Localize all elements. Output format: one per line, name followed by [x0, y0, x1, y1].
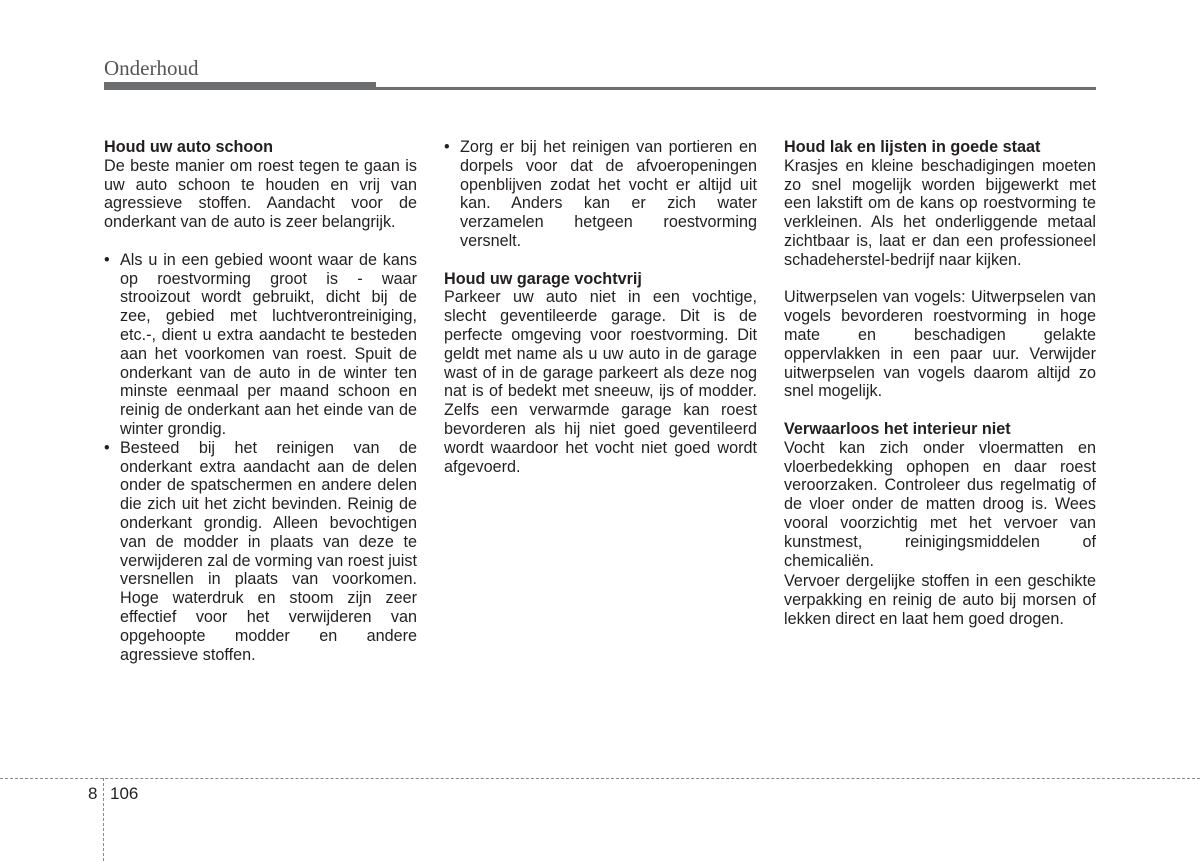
bullet-list-col2	[444, 138, 757, 251]
page-section-title: Onderhoud	[104, 56, 199, 80]
heading-houd-lak-en-lijsten: Houd lak en lijsten in goede staat	[784, 138, 1041, 156]
list-item	[104, 439, 417, 665]
paint-paragraph: Krasjes en kleine beschadigingen moeten zo snel mogelijk worden bijgewerkt met een lakstift om de kans op roestvorming te verkleinen. Als het onderliggende metaal zichtbaar is, laat er dan een professioneel schadeherstel-bedrijf naar kijken.	[784, 156, 1096, 269]
list-item-text: Zorg er bij het reinigen van portieren en dorpels voor dat de afvoeropeningen openblijven zodat het vocht er altijd uit kan. Anders kan er zich water verzamelen hetgeen roestvorming versnelt.	[460, 138, 757, 250]
list-item	[444, 138, 757, 251]
header-rule-thin	[376, 87, 1096, 90]
interior-paragraph: Vocht kan zich onder vloermatten en vloerbedekking ophopen en daar roest veroorzaken. Controleer dus regelmatig of de vloer onder de matten droog is. Wees vooral voorzichtig met het vervoer van kunstmest, reinigingsmiddelen of chemicaliën.	[784, 438, 1096, 570]
header-rule-thick	[104, 82, 376, 90]
heading-verwaarloos-interieur: Verwaarloos het interieur niet	[784, 419, 1011, 438]
intro-paragraph: De beste manier om roest tegen te gaan is uw auto schoon te houden en vrij van agressieve stoffen. Aandacht voor de onderkant van de auto is zeer belangrijk.	[104, 156, 417, 232]
bullet-icon: •	[104, 438, 110, 457]
column-1	[104, 138, 417, 664]
bullet-list-col1	[104, 251, 417, 665]
bullet-icon: •	[104, 250, 110, 269]
list-item-text: Besteed bij het reinigen van de onderkant extra aandacht aan de delen onder de spatschermen en andere delen die zich uit het zicht bevinden. Reinig de onderkant grondig. Alleen bevochtigen van de modder in plaats van deze te verwijderen zal de vorming van roest juist versnellen in plaats van voorkomen. Hoge waterdruk en stoom zijn zeer effectief voor het verwijderen van opgehoopte modder en andere agressieve stoffen.	[120, 438, 417, 664]
bullet-icon: •	[444, 138, 450, 156]
heading-houd-uw-garage-vochtvrij: Houd uw garage vochtvrij	[444, 269, 642, 288]
transport-paragraph: Vervoer dergelijke stoffen in een geschikte verpakking en reinig de auto bij morsen of lekken direct en laat hem goed drogen.	[784, 572, 1096, 628]
garage-paragraph: Parkeer uw auto niet in een vochtige, slecht geventileerde garage. Dit is de perfecte omgeving voor roestvorming. Dit geldt met name als u uw auto in de garage wast of in de garage parkeert als deze nog nat is of bedekt met sneeuw, ijs of modder. Zelfs een verwarmde garage kan roest bevorderen als hij niet goed geventileerd wordt waardoor het vocht niet goed wordt afgevoerd.	[444, 288, 757, 476]
column-3	[784, 138, 1096, 629]
list-item	[104, 251, 417, 439]
column-2	[444, 138, 757, 476]
chapter-number: 8	[88, 784, 98, 803]
list-item-text: Als u in een gebied woont waar de kans op roestvorming groot is - waar strooizout wordt gebruikt, dicht bij de zee, gebied met luchtverontreiniging, etc.-, dient u extra aandacht te besteden aan het voorkomen van roest. Spuit de onderkant van de auto in de winter ten minste eenmaal per maand schoon en reinig de onderkant aan het einde van de winter grondig.	[120, 250, 417, 438]
footer-dashed-rule	[0, 778, 1200, 779]
page-number: 106	[110, 784, 139, 803]
heading-houd-uw-auto-schoon: Houd uw auto schoon	[104, 138, 274, 156]
footer-dashed-vertical-rule	[103, 778, 104, 861]
bird-droppings-paragraph: Uitwerpselen van vogels: Uitwerpselen van vogels bevorderen roestvorming in hoge mate en beschadigen gelakte oppervlakken in een paar uur. Verwijder uitwerpselen van vogels daarom altijd zo snel mogelijk.	[784, 288, 1096, 401]
